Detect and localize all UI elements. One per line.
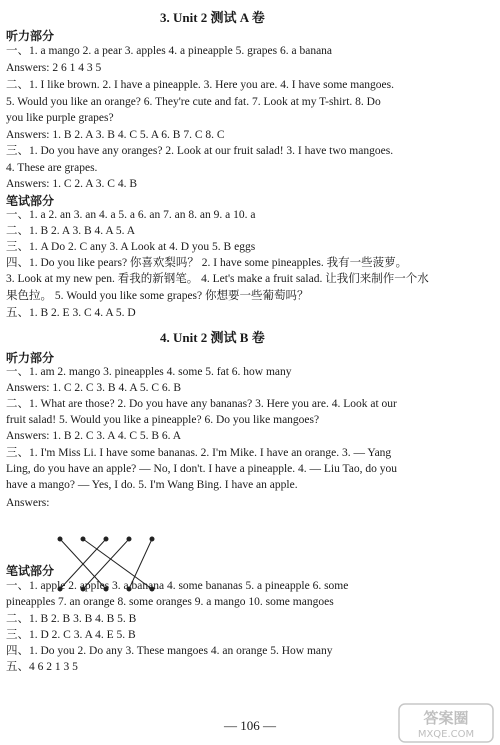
test-b-listening-line: Answers: 1. B 2. C 3. A 4. C 5. B 6. A [6, 430, 182, 442]
test-b-written-heading: 笔试部分 [6, 564, 55, 578]
test-a-listening-heading: 听力部分 [6, 29, 55, 43]
test-a-written-line: 四、1. Do you like pears? 你喜欢梨吗？ 2. I have some pineapples. 我有一些菠萝。 [6, 257, 408, 269]
test-b-listening-line: Ling, do you have an apple? — No, I don't. I have a pineapple. 4. — Liu Tao, do you [6, 463, 397, 475]
test-b-listening-line: have a mango? — Yes, I do. 5. I'm Wang Bing. I have an apple. [6, 479, 298, 491]
svg-text:MXQE.COM: MXQE.COM [417, 729, 475, 740]
test-a-written-heading: 笔试部分 [6, 194, 55, 208]
test-a-listening-line: Answers: 1. C 2. A 3. C 4. B [6, 178, 137, 190]
test-a-written-line: 3. Look at my new pen. 看我的新钢笔。 4. Let's make a fruit salad. 让我们来制作一个水 [6, 273, 429, 285]
test-b-listening-line: Answers: [6, 497, 50, 509]
test-b-listening-heading: 听力部分 [6, 351, 55, 365]
test-a-listening-line: 4. These are grapes. [6, 162, 98, 174]
page-number: — 106 — [224, 718, 276, 733]
test-a-title: 3. Unit 2 测试 A 卷 [160, 10, 265, 25]
test-b-listening-line: 二、1. What are those? 2. Do you have any bananas? 3. Here you are. 4. Look at our [6, 398, 397, 410]
test-a-listening-line: 一、1. a mango 2. a pear 3. apples 4. a pineapple 5. grapes 6. a banana [6, 45, 333, 57]
test-a-written-line: 三、1. A Do 2. C any 3. A Look at 4. D you 5. B eggs [6, 241, 256, 253]
test-b-written-line: 二、1. B 2. B 3. B 4. B 5. B [6, 613, 137, 625]
test-b-written-line: 三、1. D 2. C 3. A 4. E 5. B [6, 629, 136, 641]
test-b-listening-line: 三、1. I'm Miss Li. I have some bananas. 2. I'm Mike. I have an orange. 3. — Yang [6, 447, 392, 459]
test-a-listening-line: 二、1. I like brown. 2. I have a pineapple. 3. Here you are. 4. I have some mangoes. [6, 79, 395, 91]
test-a-listening-line: 5. Would you like an orange? 6. They're cute and fat. 7. Look at my T-shirt. 8. Do [6, 96, 381, 108]
test-a-listening-line: 三、1. Do you have any oranges? 2. Look at our fruit salad! 3. I have two mangoes. [6, 145, 394, 157]
test-b-listening-line: Answers: 1. C 2. C 3. B 4. A 5. C 6. B [6, 382, 182, 394]
test-a-written-line: 一、1. a 2. an 3. an 4. a 5. a 6. an 7. an 8. an 9. a 10. a [6, 209, 256, 221]
test-b-written-line: 五、4 6 2 1 3 5 [6, 661, 78, 673]
test-b-written-line: pineapples 7. an orange 8. some oranges 9. a mango 10. some mangoes [6, 596, 334, 608]
test-a-listening-line: Answers: 1. B 2. A 3. B 4. C 5. A 6. B 7. C 8. C [6, 129, 225, 141]
test-a-written-line: 二、1. B 2. A 3. B 4. A 5. A [6, 225, 136, 237]
test-b-written-line: 四、1. Do you 2. Do any 3. These mangoes 4. an orange 5. How many [6, 645, 333, 657]
test-b-title: 4. Unit 2 测试 B 卷 [160, 330, 265, 345]
test-a-listening-line: you like purple grapes? [6, 112, 114, 124]
test-a-listening-line: Answers: 2 6 1 4 3 5 [6, 62, 102, 74]
test-a-written-line: 果色拉。 5. Would you like some grapes? 你想要一些葡萄吗？ [6, 290, 309, 302]
test-b-written-line: 一、1. apple 2. apples 3. a banana 4. some bananas 5. a pineapple 6. some [6, 580, 349, 592]
svg-text:答案圈: 答案圈 [423, 709, 469, 727]
test-b-listening-line: 一、1. am 2. mango 3. pineapples 4. some 5. fat 6. how many [6, 366, 292, 378]
test-b-listening-line: fruit salad! 5. Would you like a pineapple? 6. Do you like mangoes? [6, 414, 320, 426]
test-a-written-line: 五、1. B 2. E 3. C 4. A 5. D [6, 307, 136, 319]
watermark-logo [398, 703, 494, 743]
